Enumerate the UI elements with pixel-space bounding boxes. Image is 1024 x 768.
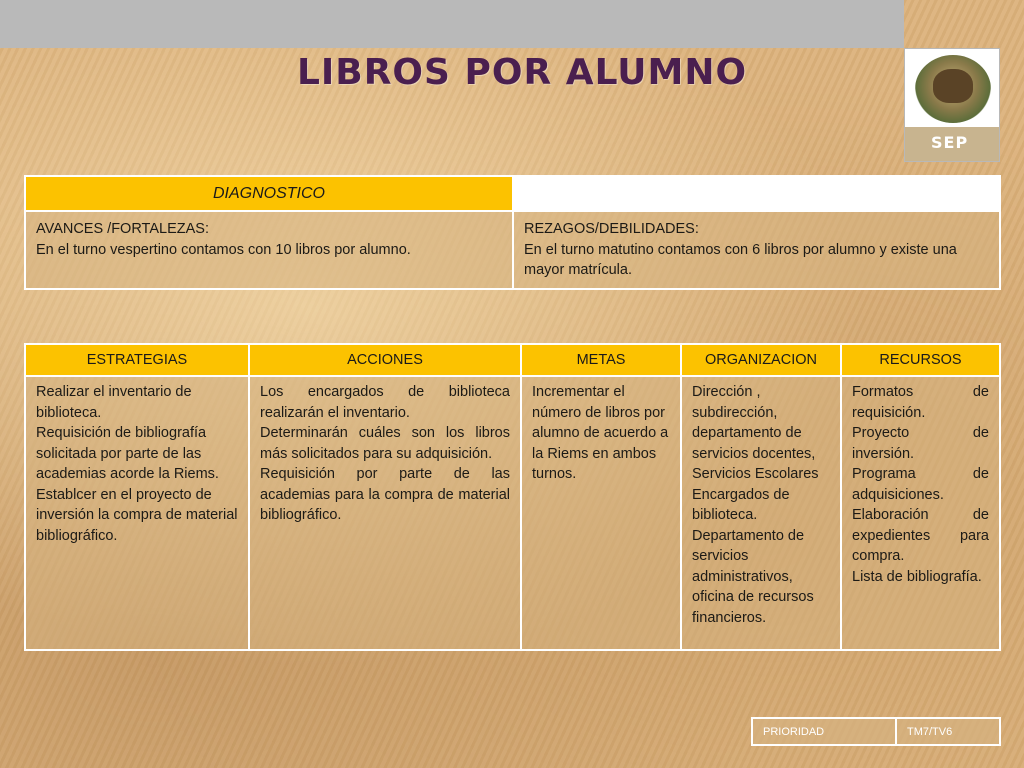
sep-logo (904, 48, 1000, 162)
prioridad-value: TM7/TV6 (896, 718, 1000, 745)
fortalezas-title: AVANCES /FORTALEZAS: (36, 221, 209, 237)
national-seal-icon (915, 55, 991, 123)
estrategias-cell: Realizar el inventario de biblioteca. Requisición de bibliografía solicitada por parte de las academias acorde la Riems. Establcer en el proyecto de inversión la compra de material bibliográfico. (25, 376, 249, 650)
sep-logo-label: SEP (931, 133, 969, 152)
organizacion-cell: Dirección , subdirección, departamento de servicios docentes, Servicios Escolares Encargados de biblioteca. Departamento de servicios administrativos, oficina de recursos financieros. (681, 376, 841, 650)
page-title: LIBROS POR ALUMNO (296, 52, 748, 93)
header-estrategias: ESTRATEGIAS (25, 344, 249, 376)
plan-table (24, 343, 1001, 651)
diagnostico-header: DIAGNOSTICO (25, 176, 513, 211)
debilidades-text: En el turno matutino contamos con 6 libros por alumno y existe una mayor matrícula. (524, 241, 957, 278)
metas-cell: Incrementar el número de libros por alumno de acuerdo a la Riems en ambos turnos. (521, 376, 681, 650)
header-metas: METAS (521, 344, 681, 376)
debilidades-cell (513, 211, 1000, 289)
fortalezas-text: En el turno vespertino contamos con 10 libros por alumno. (36, 241, 411, 258)
debilidades-title: REZAGOS/DEBILIDADES: (524, 221, 699, 237)
diagnostico-table (24, 175, 1001, 290)
top-bar (0, 0, 904, 48)
diagnostico-header-empty (513, 176, 1000, 211)
prioridad-label: PRIORIDAD (752, 718, 896, 745)
header-organizacion: ORGANIZACION (681, 344, 841, 376)
header-acciones: ACCIONES (249, 344, 521, 376)
prioridad-table (751, 717, 1001, 746)
acciones-cell: Los encargados de biblioteca realizarán el inventario. Determinarán cuáles son los libros más solicitados para su adquisición. Requisición por parte de las academias para la compra de material bibliográfico. (249, 376, 521, 650)
fortalezas-cell (25, 211, 513, 289)
recursos-cell: Formatos de requisición. Proyecto de inversión. Programa de adquisiciones. Elaboración de expedientes para compra. Lista de bibliografía. (841, 376, 1000, 650)
header-recursos: RECURSOS (841, 344, 1000, 376)
